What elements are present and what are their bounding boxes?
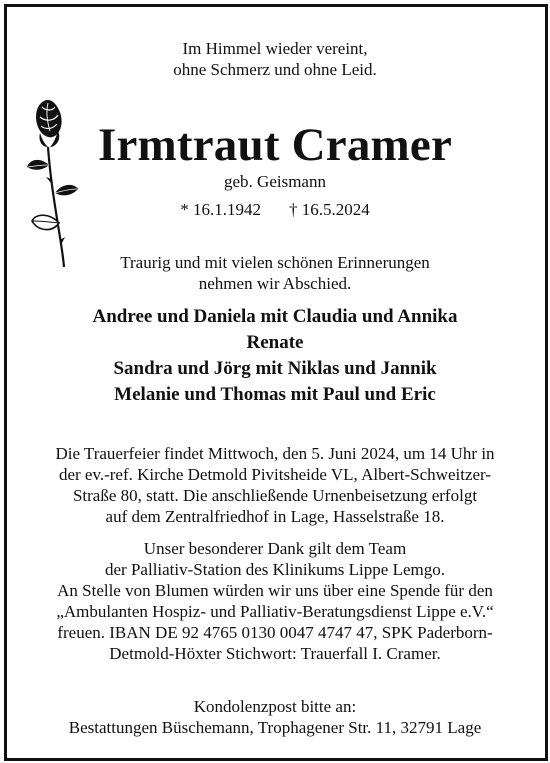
condolence-line: Bestattungen Büschemann, Trophagener Str. 11, 32791 Lage <box>68 718 482 737</box>
farewell-text <box>0 252 550 294</box>
farewell-line: Traurig und mit vielen schönen Erinnerungen <box>120 253 430 272</box>
farewell-line: nehmen wir Abschied. <box>198 274 352 293</box>
family-line: Renate <box>246 332 304 353</box>
thanks-line: freuen. IBAN DE 92 4765 0130 0047 4747 47, SPK Paderborn- <box>57 623 493 642</box>
motto <box>0 38 550 80</box>
ceremony-line: auf dem Zentralfriedhof in Lage, Hasselstraße 18. <box>105 507 445 526</box>
family-line: Melanie und Thomas mit Paul und Eric <box>114 384 436 405</box>
condolence-line: Kondolenzpost bitte an: <box>193 697 357 716</box>
family-line: Andree und Daniela mit Claudia und Annika <box>92 306 458 327</box>
ceremony-line: der ev.-ref. Kirche Detmold Pivitsheide VL, Albert-Schweitzer- <box>58 465 492 484</box>
motto-line: ohne Schmerz und ohne Leid. <box>173 60 377 79</box>
thanks-line: An Stelle von Blumen würden wir uns über eine Spende für den <box>57 581 493 600</box>
ceremony-info <box>0 443 550 527</box>
thanks-and-donation <box>0 538 550 664</box>
life-dates <box>0 200 550 220</box>
thanks-line: Unser besonderer Dank gilt dem Team <box>143 539 407 558</box>
family-line: Sandra und Jörg mit Niklas und Jannik <box>113 358 437 379</box>
family-list <box>0 304 550 408</box>
ceremony-line: Die Trauerfeier findet Mittwoch, den 5. Juni 2024, um 14 Uhr in <box>55 444 495 463</box>
death-date: † 16.5.2024 <box>289 200 370 219</box>
ceremony-line: Straße 80, statt. Die anschließende Urnenbeisetzung erfolgt <box>72 486 478 505</box>
maiden-name: geb. Geismann <box>224 172 326 191</box>
motto-line: Im Himmel wieder vereint, <box>182 39 368 58</box>
birth-date: * 16.1.1942 <box>180 200 261 219</box>
deceased-name: Irmtraut Cramer <box>97 119 453 171</box>
thanks-line: Detmold-Höxter Stichwort: Trauerfall I. Cramer. <box>109 644 441 663</box>
thanks-line: „Ambulanten Hospiz- und Palliativ-Beratungsdienst Lippe e.V.“ <box>56 602 494 621</box>
condolence-address <box>0 696 550 738</box>
thanks-line: der Palliativ-Station des Klinikums Lippe Lemgo. <box>105 560 445 579</box>
